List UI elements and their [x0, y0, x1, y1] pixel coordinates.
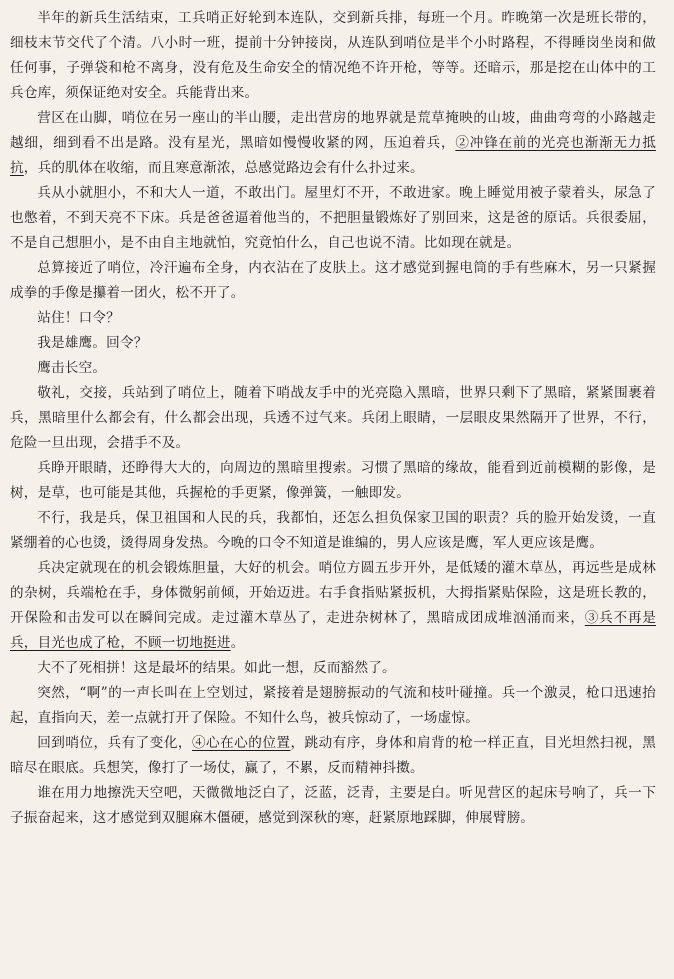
underlined-sentence-2: ②冲锋在前的光亮也渐渐无力抵抗 — [10, 135, 656, 176]
paragraph-1: 半年的新兵生活结束，工兵哨正好轮到本连队，交到新兵排，每班一个月。昨晚第一次是班长带的，细枝末节交代了个清。八小时一班，提前十分钟接岗，从连队到哨位是半个小时路程，不得睡岗坐岗和做任何事，子弹袋和枪不离身，没有危及生命安全的情况绝不许开枪，等等。还暗示，那是挖在山体中的工兵仓库，须保证绝对安全。兵能背出来。 — [10, 10, 656, 101]
underlined-sentence-3: ③兵不再是兵，目光也成了枪，不顾一切地挺进 — [10, 610, 657, 651]
paragraph-4: 总算接近了哨位，冷汗遍布全身，内衣沾在了皮肤上。这才感觉到握电筒的手有些麻木，另一只紧握成拳的手像是攥着一团火，松不开了。 — [10, 260, 656, 301]
paragraph-11-text-a: 回到哨位，兵有了变化， — [37, 735, 192, 751]
paragraph-12: 谁在用力地擦洗天空吧，天微微地泛白了，泛蓝，泛青，主要是白。听见营区的起床号响了，兵一下子振奋起来，这才感觉到双腿麻木僵硬，感觉到深秋的寒，赶紧原地踩脚，伸展臂膀。 — [10, 785, 656, 826]
dialogue-line-1: 站住！口令？ — [37, 310, 120, 326]
dialogue-line-2: 我是雄鹰。回令？ — [37, 335, 148, 351]
paragraph-7: 不行，我是兵，保卫祖国和人民的兵，我都怕，还怎么担负保家卫国的职责？兵的脸开始发烫，一直紧绷着的心也烫，烫得周身发热。今晚的口令不知道是谁编的，男人应该是鹰，军人更应该是鹰。 — [10, 510, 656, 551]
paragraph-8-text-a: 兵决定就现在的机会锻炼胆量，大好的机会。哨位方圆五步开外，是低矮的灌木草丛，再远些是成林的杂树，兵端枪在手，身体微躬前倾，开始迈进。右手食指贴紧扳机，大拇指紧贴保险，这是班长教的，开保险和击发可以在瞬间完成。走过灌木草丛了，走进杂树林了，黑暗成团成堆汹涌而来， — [10, 560, 656, 626]
paragraph-5: 敬礼，交接，兵站到了哨位上，随着下哨战友手中的光亮隐入黑暗，世界只剩下了黑暗，紧紧围裹着兵，黑暗里什么都会有，什么都会出现，兵透不过气来。兵闭上眼睛，一层眼皮果然隔开了世界，不行，危险一旦出现，会措手不及。 — [10, 385, 656, 451]
paragraph-8-text-b: 。 — [230, 635, 245, 651]
paragraph-10: 突然，“啊”的一声长叫在上空划过，紧接着是翅膀振动的气流和枝叶碰撞。兵一个激灵，枪口迅速抬起，直指向天，差一点就打开了保险。不知什么鸟，被兵惊动了，一场虚惊。 — [10, 685, 656, 726]
paragraph-2 — [10, 106, 656, 181]
paragraph-9: 大不了死相拼！这是最坏的结果。如此一想，反而豁然了。 — [37, 660, 396, 676]
paragraph-2-text-b: ，兵的肌体在收缩，而且寒意渐浓，总感觉路边会有什么扑过来。 — [23, 160, 424, 176]
paragraph-2-text-a: 营区在山脚，哨位在另一座山的半山腰，走出营房的地界就是荒草掩映的山坡，曲曲弯弯的小路越走越细，细到看不出是路。没有星光，黑暗如慢慢收紧的网，压迫着兵， — [10, 110, 656, 151]
dialogue-line-3: 鹰击长空。 — [37, 360, 107, 376]
paragraph-11-text-b: ，跳动有序，身体和肩背的枪一样正直，目光坦然扫视，黑暗尽在眼底。兵想笑，像打了一场仗，赢了，不累，反而精神抖擞。 — [10, 735, 657, 776]
paragraph-8 — [10, 556, 656, 656]
paragraph-3: 兵从小就胆小，不和大人一道，不敢出门。屋里灯不开，不敢进家。晚上睡觉用被子蒙着头，尿急了也憋着，不到天亮不下床。兵是爸爸逼着他当的，不把胆量锻炼好了别回来，这是爸的原话。兵很委屈，不是自己想胆小，是不由自主地就怕，究竟怕什么，自己也说不清。比如现在就是。 — [10, 185, 656, 251]
underlined-sentence-4: ④心在心的位置 — [191, 735, 291, 751]
paragraph-6: 兵睁开眼睛，还睁得大大的，向周边的黑暗里搜索。习惯了黑暗的缘故，能看到近前模糊的影像，是树，是草，也可能是其他，兵握枪的手更紧，像弹簧，一触即发。 — [10, 460, 656, 501]
paragraph-11 — [10, 731, 656, 781]
